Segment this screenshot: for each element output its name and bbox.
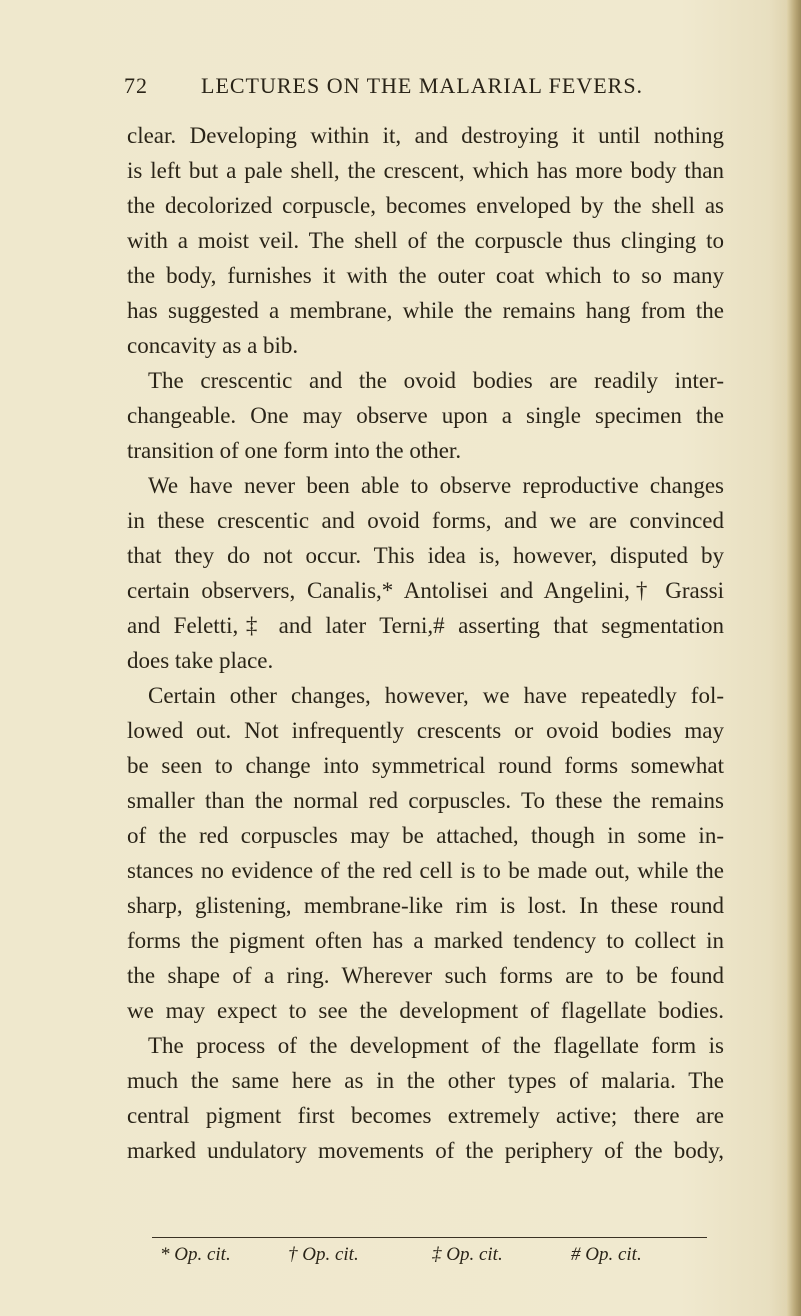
running-header	[124, 73, 664, 103]
text-line: much the same here as in the other types of malaria. The	[127, 1068, 724, 1093]
text-line: that they do not occur. This idea is, however, disputed by	[127, 543, 724, 568]
text-line: the decolorized corpuscle, becomes enveloped by the shell as	[127, 193, 724, 218]
text-line: smaller than the normal red corpuscles. To these the remains	[127, 788, 724, 813]
text-line: Certain other changes, however, we have repeatedly fol-	[148, 683, 724, 708]
text-line: we may expect to see the development of flagellate bodies.	[127, 998, 724, 1023]
text-line: of the red corpuscles may be attached, though in some in-	[127, 823, 724, 848]
text-line: central pigment first becomes extremely active; there are	[127, 1103, 724, 1128]
footnote: ‡ Op. cit.	[432, 1244, 503, 1265]
text-line: transition of one form into the other.	[127, 438, 462, 463]
text-line: changeable. One may observe upon a single specimen the	[127, 403, 724, 428]
text-line: The process of the development of the flagellate form is	[148, 1033, 724, 1058]
text-line: The crescentic and the ovoid bodies are readily inter-	[148, 368, 724, 393]
text-line: stances no evidence of the red cell is to be made out, while the	[127, 858, 724, 883]
text-line: has suggested a membrane, while the remains hang from the	[127, 298, 724, 323]
footnote-rule	[152, 1237, 707, 1238]
footnote: # Op. cit.	[571, 1244, 642, 1265]
text-line: clear. Developing within it, and destroying it until nothing	[127, 123, 724, 148]
text-line: and Feletti,‡ and later Terni,# asserting that segmentation	[127, 613, 724, 638]
text-line: does take place.	[127, 648, 274, 673]
text-line: be seen to change into symmetrical round forms somewhat	[127, 753, 724, 778]
text-line: is left but a pale shell, the crescent, which has more body than	[127, 158, 724, 183]
text-line: the body, furnishes it with the outer coat which to so many	[127, 263, 724, 288]
page-edge	[787, 0, 801, 1316]
text-line: sharp, glistening, membrane-like rim is lost. In these round	[127, 893, 724, 918]
text-line: forms the pigment often has a marked tendency to collect in	[127, 928, 724, 953]
text-line: the shape of a ring. Wherever such forms are to be found	[127, 963, 724, 988]
footnote: † Op. cit.	[288, 1244, 359, 1265]
text-line: marked undulatory movements of the periphery of the body,	[127, 1138, 724, 1163]
text-line: with a moist veil. The shell of the corpuscle thus clinging to	[127, 228, 724, 253]
text-line: in these crescentic and ovoid forms, and we are convinced	[127, 508, 724, 533]
footnotes	[160, 1244, 700, 1274]
text-line: concavity as a bib.	[127, 333, 299, 358]
text-line: We have never been able to observe reproductive changes	[148, 473, 724, 498]
text-line: certain observers, Canalis,* Antolisei and Angelini,† Grassi	[127, 578, 724, 603]
page-number: 72	[124, 73, 148, 98]
text-line: lowed out. Not infrequently crescents or ovoid bodies may	[127, 718, 724, 743]
running-title: LECTURES ON THE MALARIAL FEVERS.	[201, 73, 644, 98]
footnote: * Op. cit.	[160, 1244, 231, 1265]
